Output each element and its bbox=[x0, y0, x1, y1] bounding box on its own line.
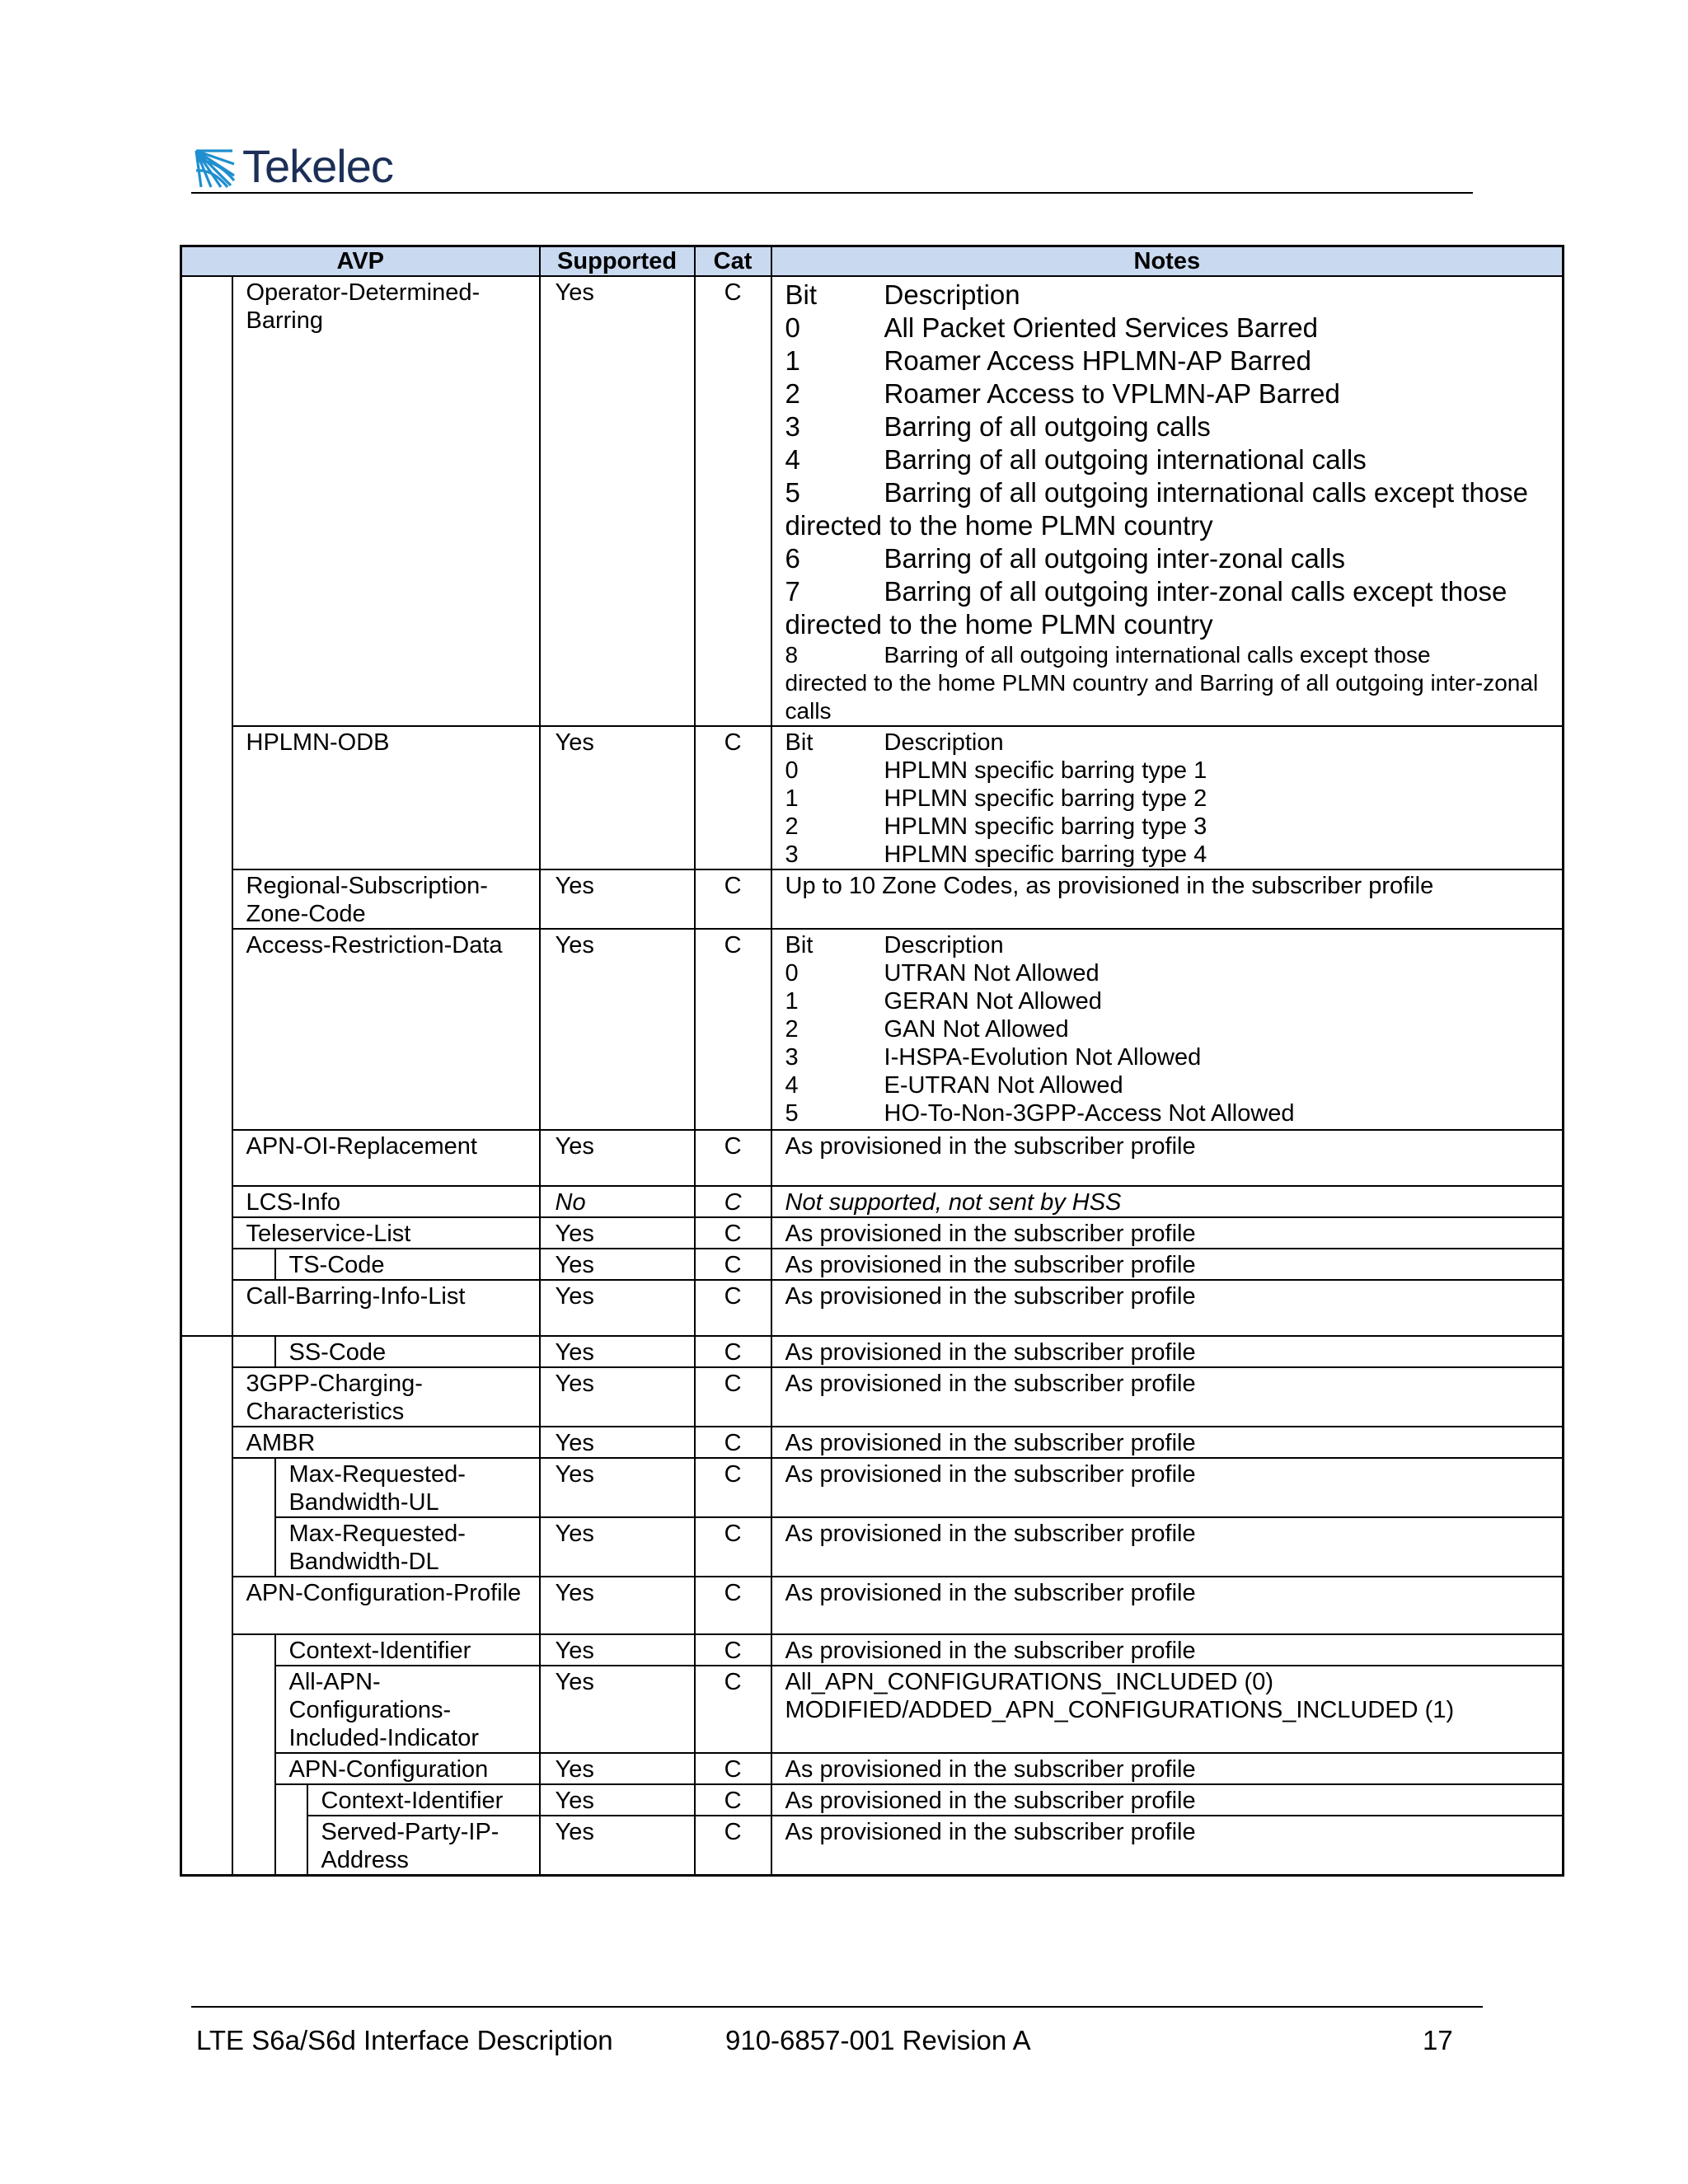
indent-cell bbox=[181, 276, 232, 1336]
notes-cell: As provisioned in the subscriber profile bbox=[771, 1336, 1564, 1367]
bit-row: 1 HPLMN specific barring type 2 bbox=[785, 785, 1207, 812]
footer-document-number: 910-6857-001 Revision A bbox=[725, 2025, 1031, 2055]
avp-name: TS-Code bbox=[275, 1249, 540, 1280]
notes-cell: As provisioned in the subscriber profile bbox=[771, 1130, 1564, 1186]
avp-name: AMBR bbox=[232, 1427, 540, 1458]
avp-name: APN-Configuration bbox=[275, 1753, 540, 1784]
notes-cell: As provisioned in the subscriber profile bbox=[771, 1517, 1564, 1577]
avp-name: Access-Restriction-Data bbox=[232, 929, 540, 1130]
table-row bbox=[181, 1517, 1564, 1577]
bit-row-continued: directed to the home PLMN country and Barring of all outgoing inter-zonal calls bbox=[785, 670, 1539, 724]
avp-name: Operator-Determined-Barring bbox=[232, 276, 540, 726]
avp-table bbox=[180, 245, 1564, 1877]
avp-name: Max-Requested-Bandwidth-DL bbox=[275, 1517, 540, 1577]
table-row bbox=[181, 1186, 1564, 1217]
cat-value: C bbox=[695, 869, 771, 929]
avp-name: All-APN-Configurations-Included-Indicator bbox=[275, 1666, 540, 1753]
cat-value: C bbox=[695, 1458, 771, 1517]
tekelec-logo-icon bbox=[195, 144, 236, 189]
cat-value: C bbox=[695, 929, 771, 1130]
notes-cell: As provisioned in the subscriber profile bbox=[771, 1458, 1564, 1517]
bit-row: 0 All Packet Oriented Services Barred bbox=[785, 312, 1318, 343]
table-row bbox=[181, 1427, 1564, 1458]
table-row bbox=[181, 1217, 1564, 1249]
bit-row: 3 Barring of all outgoing calls bbox=[785, 411, 1211, 442]
notes-cell: Up to 10 Zone Codes, as provisioned in the subscriber profile bbox=[771, 869, 1564, 929]
supported-value: Yes bbox=[540, 1367, 695, 1427]
avp-name: Context-Identifier bbox=[307, 1784, 540, 1816]
avp-name: Max-Requested-Bandwidth-UL bbox=[275, 1458, 540, 1517]
footer-page-number: 17 bbox=[1423, 2025, 1453, 2055]
bit-row: 2 Roamer Access to VPLMN-AP Barred bbox=[785, 378, 1340, 409]
supported-value: No bbox=[540, 1186, 695, 1217]
notes-cell bbox=[771, 726, 1564, 869]
supported-value: Yes bbox=[540, 1130, 695, 1186]
notes-cell: As provisioned in the subscriber profile bbox=[771, 1280, 1564, 1336]
supported-value: Yes bbox=[540, 1784, 695, 1816]
table-row bbox=[181, 276, 1564, 726]
cat-value: C bbox=[695, 1336, 771, 1367]
avp-name: Served-Party-IP-Address bbox=[307, 1816, 540, 1876]
bit-row: 3 HPLMN specific barring type 4 bbox=[785, 841, 1207, 868]
col-header-notes: Notes bbox=[771, 246, 1564, 277]
bit-row: 5 Barring of all outgoing international calls except those bbox=[785, 477, 1529, 508]
table-row bbox=[181, 1666, 1564, 1753]
supported-value: Yes bbox=[540, 869, 695, 929]
table-row bbox=[181, 1577, 1564, 1634]
notes-cell: As provisioned in the subscriber profile bbox=[771, 1217, 1564, 1249]
footer-divider bbox=[191, 2006, 1483, 2008]
header-divider bbox=[191, 192, 1473, 194]
table-row bbox=[181, 1816, 1564, 1876]
bit-row: 4 Barring of all outgoing international calls bbox=[785, 444, 1367, 475]
notes-cell bbox=[771, 276, 1564, 726]
table-row bbox=[181, 1130, 1564, 1186]
supported-value: Yes bbox=[540, 1753, 695, 1784]
bit-row: 3 I-HSPA-Evolution Not Allowed bbox=[785, 1044, 1202, 1071]
cat-value: C bbox=[695, 1280, 771, 1336]
avp-name: LCS-Info bbox=[232, 1186, 540, 1217]
notes-cell: As provisioned in the subscriber profile bbox=[771, 1367, 1564, 1427]
avp-name: Teleservice-List bbox=[232, 1217, 540, 1249]
cat-value: C bbox=[695, 1577, 771, 1634]
notes-cell bbox=[771, 929, 1564, 1130]
bit-row: 7 Barring of all outgoing inter-zonal calls except those bbox=[785, 576, 1507, 607]
supported-value: Yes bbox=[540, 1517, 695, 1577]
table-row bbox=[181, 1280, 1564, 1336]
supported-value: Yes bbox=[540, 1336, 695, 1367]
bit-row: 6 Barring of all outgoing inter-zonal calls bbox=[785, 543, 1346, 574]
footer-document-title: LTE S6a/S6d Interface Description bbox=[196, 2025, 613, 2055]
indent-cell bbox=[181, 1336, 232, 1876]
avp-name: HPLMN-ODB bbox=[232, 726, 540, 869]
avp-name: APN-Configuration-Profile bbox=[232, 1577, 540, 1634]
supported-value: Yes bbox=[540, 1577, 695, 1634]
indent-cell bbox=[232, 1634, 275, 1876]
table-row bbox=[181, 1367, 1564, 1427]
indent-cell bbox=[232, 1336, 275, 1367]
bit-row: 5 HO-To-Non-3GPP-Access Not Allowed bbox=[785, 1100, 1295, 1127]
bit-header: Bit Description bbox=[785, 932, 1004, 958]
avp-name: Call-Barring-Info-List bbox=[232, 1280, 540, 1336]
supported-value: Yes bbox=[540, 276, 695, 726]
table-row bbox=[181, 929, 1564, 1130]
col-header-cat: Cat bbox=[695, 246, 771, 277]
supported-value: Yes bbox=[540, 1217, 695, 1249]
supported-value: Yes bbox=[540, 1666, 695, 1753]
avp-name: Regional-Subscription-Zone-Code bbox=[232, 869, 540, 929]
col-header-supported: Supported bbox=[540, 246, 695, 277]
notes-cell: As provisioned in the subscriber profile bbox=[771, 1784, 1564, 1816]
cat-value: C bbox=[695, 1367, 771, 1427]
cat-value: C bbox=[695, 1784, 771, 1816]
cat-value: C bbox=[695, 1130, 771, 1186]
table-row bbox=[181, 1784, 1564, 1816]
notes-cell: As provisioned in the subscriber profile bbox=[771, 1577, 1564, 1634]
bit-row: 1 Roamer Access HPLMN-AP Barred bbox=[785, 345, 1311, 376]
bit-row-continued: directed to the home PLMN country bbox=[785, 510, 1213, 541]
notes-cell: Not supported, not sent by HSS bbox=[771, 1186, 1564, 1217]
bit-row: 1 GERAN Not Allowed bbox=[785, 988, 1102, 1015]
supported-value: Yes bbox=[540, 929, 695, 1130]
cat-value: C bbox=[695, 726, 771, 869]
company-logo bbox=[195, 142, 393, 191]
supported-value: Yes bbox=[540, 1249, 695, 1280]
cat-value: C bbox=[695, 1249, 771, 1280]
indent-cell bbox=[232, 1458, 275, 1577]
cat-value: C bbox=[695, 1427, 771, 1458]
logo-wordmark: Tekelec bbox=[242, 140, 393, 192]
table-header-row bbox=[181, 246, 1564, 277]
table-row bbox=[181, 1336, 1564, 1367]
avp-name: Context-Identifier bbox=[275, 1634, 540, 1666]
avp-name: 3GPP-Charging-Characteristics bbox=[232, 1367, 540, 1427]
bit-row: 2 GAN Not Allowed bbox=[785, 1016, 1069, 1043]
supported-value: Yes bbox=[540, 1816, 695, 1876]
indent-cell bbox=[232, 1249, 275, 1280]
notes-cell: As provisioned in the subscriber profile bbox=[771, 1249, 1564, 1280]
supported-value: Yes bbox=[540, 1280, 695, 1336]
notes-cell: As provisioned in the subscriber profile bbox=[771, 1634, 1564, 1666]
supported-value: Yes bbox=[540, 1634, 695, 1666]
table-row bbox=[181, 1249, 1564, 1280]
bit-row: 4 E-UTRAN Not Allowed bbox=[785, 1072, 1123, 1099]
table-row bbox=[181, 1753, 1564, 1784]
notes-line: All_APN_CONFIGURATIONS_INCLUDED (0) bbox=[785, 1669, 1273, 1695]
notes-line: MODIFIED/ADDED_APN_CONFIGURATIONS_INCLUDED (1) bbox=[785, 1697, 1455, 1723]
bit-row: 2 HPLMN specific barring type 3 bbox=[785, 813, 1207, 840]
cat-value: C bbox=[695, 1666, 771, 1753]
cat-value: C bbox=[695, 1186, 771, 1217]
table-row bbox=[181, 869, 1564, 929]
bit-header: Bit Description bbox=[785, 279, 1020, 310]
bit-row-continued: directed to the home PLMN country bbox=[785, 609, 1213, 640]
avp-name: SS-Code bbox=[275, 1336, 540, 1367]
supported-value: Yes bbox=[540, 1427, 695, 1458]
cat-value: C bbox=[695, 1634, 771, 1666]
notes-cell: As provisioned in the subscriber profile bbox=[771, 1816, 1564, 1876]
table-row bbox=[181, 1458, 1564, 1517]
indent-cell bbox=[275, 1784, 307, 1876]
bit-row: 0 HPLMN specific barring type 1 bbox=[785, 757, 1207, 784]
cat-value: C bbox=[695, 1753, 771, 1784]
col-header-avp: AVP bbox=[181, 246, 540, 277]
cat-value: C bbox=[695, 1816, 771, 1876]
table-row bbox=[181, 726, 1564, 869]
supported-value: Yes bbox=[540, 1458, 695, 1517]
cat-value: C bbox=[695, 276, 771, 726]
cat-value: C bbox=[695, 1517, 771, 1577]
supported-value: Yes bbox=[540, 726, 695, 869]
table-row bbox=[181, 1634, 1564, 1666]
notes-cell: As provisioned in the subscriber profile bbox=[771, 1753, 1564, 1784]
avp-name: APN-OI-Replacement bbox=[232, 1130, 540, 1186]
bit-row: 0 UTRAN Not Allowed bbox=[785, 960, 1100, 987]
bit-row: 8 Barring of all outgoing international calls except those bbox=[785, 642, 1431, 668]
notes-cell bbox=[771, 1666, 1564, 1753]
notes-cell: As provisioned in the subscriber profile bbox=[771, 1427, 1564, 1458]
cat-value: C bbox=[695, 1217, 771, 1249]
bit-header: Bit Description bbox=[785, 729, 1004, 756]
